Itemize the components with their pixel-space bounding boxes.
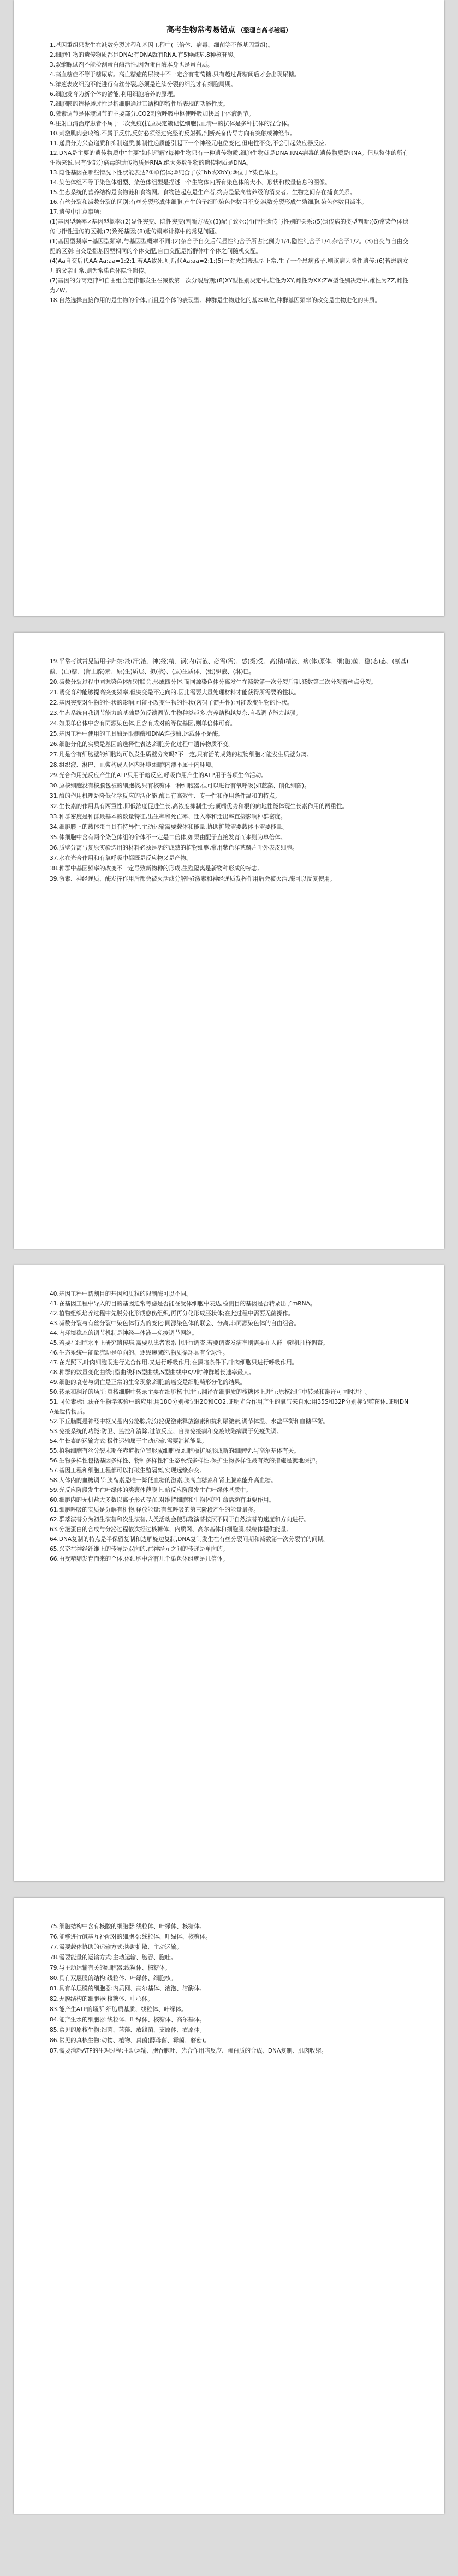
paragraph: 58.人体内的血糖调节:胰岛素是唯一降低血糖的激素,胰高血糖素和肾上腺素能升高血糖。 xyxy=(50,1477,277,1484)
page-4-body xyxy=(50,1922,408,2056)
paragraph: 37.水在光合作用和有氧呼吸中都既是反应物又是产物。 xyxy=(50,855,192,862)
paragraph: 33.种群密度是种群最基本的数量特征,出生率和死亡率、迁入率和迁出率直接影响种群密度。 xyxy=(50,814,287,820)
document-title-text: 高考生物常考易错点 xyxy=(166,26,235,34)
paragraph: 29.光合作用光反应产生的ATP只用于暗反应,呼吸作用产生的ATP用于各项生命活动。 xyxy=(50,772,267,779)
document-title xyxy=(50,24,408,35)
paragraph: 60.细胞内的无机盐大多数以离子形式存在,对维持细胞和生物体的生命活动有重要作用。 xyxy=(50,1497,275,1503)
paragraph: 85.常见的原核生物:细菌、蓝藻、放线菌、支原体、衣原体。 xyxy=(50,2027,206,2033)
paragraph: 35.体细胞中含有两个染色体组的个体不一定是二倍体,如果由配子直接发育而来则为单倍体。 xyxy=(50,834,287,841)
paragraph: 2.细胞生物的遗传物质都是DNA;有DNA就有RNA,有5种碱基,8种核苷酸。 xyxy=(50,52,239,58)
paragraph: 27.凡是含有细胞壁的细胞均可以发生质壁分离吗?不一定,只有活的成熟的植物细胞才能发生质壁分离。 xyxy=(50,751,313,758)
paragraph: 21.诱变育种能够提高突变频率,但突变是不定向的,因此需要大量处理材料才能获得所需要的性状。 xyxy=(50,689,300,696)
paragraph: 28.组织液、淋巴、血浆构成人体内环境;细胞内液不属于内环境。 xyxy=(50,762,217,768)
document-subtitle: （整理自高考秘籍） xyxy=(237,27,292,34)
paragraph: 50.转录和翻译的场所:真核细胞中转录主要在细胞核中进行,翻译在细胞质的核糖体上进行;原核细胞中转录和翻译可同时进行。 xyxy=(50,1389,371,1395)
paragraph: 44.内环境稳态的调节机制是神经—体液—免疫调节网络。 xyxy=(50,1330,198,1337)
paragraph: 62.群落演替分为初生演替和次生演替,人类活动会使群落演替按照不同于自然演替的速度和方向进行。 xyxy=(50,1516,310,1523)
paragraph: 25.基因工程中使用的工具酶是限制酶和DNA连接酶,运载体不是酶。 xyxy=(50,731,224,737)
paragraph: 9.注射血清治疗患者不属于二次免疫(抗原决定簇记忆细胞),血清中的抗体是多种抗体的混合体。 xyxy=(50,121,293,127)
paragraph: 14.染色体组不等于染色体组型、染色体组型是描述一个生物体内所有染色体的大小、形状和数量信息的图像。 xyxy=(50,179,331,186)
paragraph: 40.基因工程中切割目的基因和质粒的限制酶可以不同。 xyxy=(50,1291,192,1297)
paragraph: 24.如果单倍体中含有同源染色体,且含有成对的等位基因,则单倍体可育。 xyxy=(50,720,236,727)
paragraph: 19.平常考试常见错用字归纳:液(汗)液、神(经)精、锅(内)清液、必需(需)、感(摄)受、高(精)精液、病(体)原体、细(胞)菌、稳(态)态、(氨基)酸、(血)糖、(肾上腺)素、原(生)质层、拟(核)、(原)生质体、(组)织液、(淋)巴。 xyxy=(50,658,408,675)
paragraph: 65.兴奋在神经纤维上的传导是双向的,在神经元之间的传递是单向的。 xyxy=(50,1546,229,1552)
paragraph: 13.隐性基因在哪些情况下性状能表达?①单倍体;②纯合子(如bb或XbY);③位于Y染色体上。 xyxy=(50,170,282,176)
paragraph: 8.激素调节是体液调节的主要部分,CO2刺激呼吸中枢使呼吸加快属于体液调节。 xyxy=(50,111,254,117)
paragraph: 78.需要能量的运输方式:主动运输、胞吞、胞吐。 xyxy=(50,1954,177,1961)
paragraph: 45.若要在细胞水平上研究遗传病,需要从患者家系中进行调查,若要调查发病率则需要在人群中随机抽样调查。 xyxy=(50,1340,329,1346)
page-3-body xyxy=(50,1289,408,1564)
paragraph: 82.无膜结构的细胞器:核糖体、中心体。 xyxy=(50,1996,153,2002)
paragraph: 77.需要载体协助的运输方式:协助扩散、主动运输。 xyxy=(50,1944,182,1951)
paragraph: 31.酶的作用机理是降低化学反应的活化能,酶具有高效性、专一性和作用条件温和的特点。 xyxy=(50,793,281,799)
document-page-2 xyxy=(14,633,444,1249)
paragraph: 20.减数分裂过程中同源染色体配对联会,形成四分体,而同源染色体分离发生在减数第一次分裂后期,减数第二次分裂着丝点分裂。 xyxy=(50,679,377,685)
paragraph: 11.递质分为兴奋递质和抑制递质,抑制性递质能引起下一个神经元电位变化,但电性不变,不会引起效应器反应。 xyxy=(50,140,331,147)
paragraph: 18.自然选择直接作用的是生物的个体,而且是个体的表现型。种群是生物进化的基本单位,种群基因频率的改变是生物进化的实质。 xyxy=(50,297,381,304)
paragraph: 5.洋葱表皮细胞不能进行有丝分裂,必须是连续分裂的细胞才有细胞周期。 xyxy=(50,81,236,88)
paragraph: 86.常见的真核生物:动物、植物、真菌(酵母菌、霉菌、蘑菇)。 xyxy=(50,2037,210,2044)
paragraph: 61.细胞呼吸的实质是分解有机物,释放能量;有氧呼吸的第三阶段产生的能量最多。 xyxy=(50,1507,259,1513)
paragraph: 48.种群的数量变化曲线:J型曲线和S型曲线,S型曲线中K/2时种群增长速率最大。 xyxy=(50,1369,255,1376)
paragraph: 56.生物多样性包括基因多样性、物种多样性和生态系统多样性,保护生物多样性最有效的措施是就地保护。 xyxy=(50,1458,321,1464)
paragraph: 42.植物组织培养过程中先脱分化形成愈伤组织,再再分化形成胚状体;在此过程中需要无菌操作。 xyxy=(50,1310,294,1317)
paragraph: 84.能产生水的细胞器:线粒体、叶绿体、核糖体、高尔基体。 xyxy=(50,2017,206,2023)
document-page-4 xyxy=(14,1898,444,2514)
document-page-1 xyxy=(14,0,444,616)
paragraph: 54.生长素的运输方式:极性运输属于主动运输,需要消耗能量。 xyxy=(50,1438,207,1445)
paragraph: 47.在光照下,叶肉细胞既进行光合作用,又进行呼吸作用;在黑暗条件下,叶肉细胞只进行呼吸作用。 xyxy=(50,1359,298,1366)
paragraph: 51.同位素标记法在生物学实验中的应用:用18O分别标记H2O和CO2,证明光合作用产生的氧气来自水;用35S和32P分别标记噬菌体,证明DNA是遗传物质。 xyxy=(50,1399,408,1415)
paragraph: 6.细胞发育为新个体的潜能,利用细胞培养的原理。 xyxy=(50,91,179,98)
paragraph: 76.能够进行碱基互补配对的细胞器:线粒体、叶绿体、核糖体。 xyxy=(50,1934,211,1940)
paragraph: 36.质壁分离与复原实验选用的材料必须是活的成熟的植物细胞,常用紫色洋葱鳞片叶外表皮细胞。 xyxy=(50,845,298,851)
paragraph: 32.生长素的作用具有两重性,即低浓度促进生长,高浓度抑制生长;顶端优势和根的向地性能体现生长素作用的两重性。 xyxy=(50,803,348,810)
page-1-body xyxy=(50,40,408,305)
paragraph: 46.生态系统中能量流动是单向的、逐级递减的,物质循环具有全球性。 xyxy=(50,1350,229,1356)
paragraph: 63.分泌蛋白的合成与分泌过程依次经过核糖体、内质网、高尔基体和细胞膜,线粒体提供能量。 xyxy=(50,1526,292,1533)
paragraph: 34.细胞膜上的载体蛋白具有特异性,主动运输需要载体和能量,协助扩散需要载体不需要能量。 xyxy=(50,824,288,830)
paragraph: 22.基因突变对生物的性状的影响:可能不改变生物的性状(密码子简并性);可能改变生物的性状。 xyxy=(50,700,293,706)
paragraph: 1.基因重组只发生在减数分裂过程和基因工程中(三倍体、病毒、细菌等不能基因重组)。 xyxy=(50,42,274,49)
paragraph: (1)基因型频率=基因型频率,与基因型概率不同;(2)杂合子自交后代显性纯合子所占比例为1/4,隐性纯合子1/4,杂合子1/2。(3)自交与自由交配的区别:自交是指基因型相同的个体交配,自由交配是指群体中个体之间随机交配。 xyxy=(50,238,408,255)
paragraph: 53.免疫系统的功能:防卫、监控和清除,过敏反应、自身免疫病和免疫缺陷病属于免疫失调。 xyxy=(50,1428,283,1435)
paragraph: 43.减数分裂与有丝分裂中染色体行为的变化:同源染色体的联会、分离,非同源染色体的自由组合。 xyxy=(50,1320,300,1327)
paragraph: 17.遗传中注意事项: xyxy=(50,209,102,215)
paragraph: 52.下丘脑既是神经中枢又是内分泌腺,能分泌促激素释放激素和抗利尿激素,调节体温、水盐平衡和血糖平衡。 xyxy=(50,1418,329,1425)
paragraph: 26.细胞分化的实质是基因的选择性表达,细胞分化过程中遗传物质不变。 xyxy=(50,741,235,748)
paragraph: 57.基因工程和细胞工程都可以打破生殖隔离,实现远缘杂交。 xyxy=(50,1467,206,1474)
paragraph: (7)基因的分离定律和自由组合定律都发生在减数第一次分裂后期;(8)XY型性别决定中,雄性为XY,雌性为XX;ZW型性别决定中,雄性为ZZ,雌性为ZW。 xyxy=(50,278,408,294)
paragraph: 39.激素、神经递质、酶发挥作用后都会被灭活或分解吗?激素和神经递质发挥作用后会被灭活,酶可以反复使用。 xyxy=(50,876,336,882)
paragraph: 87.需要消耗ATP的生理过程:主动运输、胞吞胞吐、光合作用暗反应、蛋白质的合成、DNA复制、肌肉收缩。 xyxy=(50,2048,327,2054)
paragraph: (1)基因型频率≠基因型概率;(2)显性突变、隐性突变(判断方法);(3)配子致死;(4)伴性遗传与性别的关系;(5)遗传病的类型判断;(6)常染色体遗传与伴性遗传的区别;(7)致死基因;(8)遗传概率计算中的常见问题。 xyxy=(50,219,408,235)
page-2-body xyxy=(50,657,408,884)
paragraph: 12.DNA是主要的遗传物质中"主要"如何理解?每种生物只有一种遗传物质,细胞生物就是DNA,RNA病毒的遗传物质是RNA。但从整体的所有生物来说,只有少部分病毒的遗传物质是RNA,绝大多数生物的遗传物质是DNA。 xyxy=(50,150,408,166)
paragraph: 49.细胞的衰老与凋亡是正常的生命现象,细胞的癌变是细胞畸形分化的结果。 xyxy=(50,1379,246,1386)
paragraph: 4.高血糖症不等于糖尿病。高血糖症的尿液中不一定含有葡萄糖,只有超过肾糖阈后才会出现尿糖。 xyxy=(50,71,300,78)
paragraph: 55.植物细胞有丝分裂末期在赤道板位置形成细胞板,细胞板扩展形成新的细胞壁,与高尔基体有关。 xyxy=(50,1448,300,1454)
paragraph: 16.有丝分裂和减数分裂的区别:有丝分裂形成体细胞,产生的子细胞染色体数目不变;减数分裂形成生殖细胞,染色体数目减半。 xyxy=(50,199,367,206)
paragraph: 23.生态系统自我调节能力的基础是负反馈调节,生物种类越多,营养结构越复杂,自我调节能力越强。 xyxy=(50,710,302,717)
paragraph: 79.与主动运输有关的细胞器:线粒体、核糖体。 xyxy=(50,1965,171,1971)
paragraph: 66.由受精卵发育而来的个体,体细胞中含有几个染色体组就是几倍体。 xyxy=(50,1556,229,1562)
paragraph: 15.生态系统的营养结构是食物链和食物网。食物链起点是生产者,终点是最高营养级的消费者。生物之间存在捕食关系。 xyxy=(50,189,356,196)
paragraph: 75.细胞结构中含有核酸的细胞器:线粒体、叶绿体、核糖体。 xyxy=(50,1923,206,1930)
document-page-3 xyxy=(14,1265,444,1881)
paragraph: 64.DNA复制的特点是半保留复制和边解旋边复制,DNA复制发生在有丝分裂间期和减数第一次分裂前的间期。 xyxy=(50,1536,329,1543)
paragraph: 41.在基因工程中导入的目的基因通常考虑是否能在受体细胞中表达,检测目的基因是否转录出了mRNA。 xyxy=(50,1301,316,1307)
paragraph: 59.光反应阶段发生在叶绿体的类囊体薄膜上,暗反应阶段发生在叶绿体基质中。 xyxy=(50,1487,252,1494)
paragraph: 30.原核细胞没有核膜包被的细胞核,只有核糖体一种细胞器,但可以进行有氧呼吸(如蓝藻、硝化细菌)。 xyxy=(50,783,310,789)
paragraph: (4)Aa自交后代AA:Aa:aa=1:2:1,若AA致死,则后代Aa:aa=2:1;(5)一对夫妇表现型正常,生了一个患病孩子,则该病为隐性遗传;(6)若患病女儿的父亲正常,则为常染色体隐性遗传。 xyxy=(50,258,408,274)
paragraph: 81.具有单层膜的细胞器:内质网、高尔基体、液泡、溶酶体。 xyxy=(50,1985,206,1992)
paragraph: 7.细胞膜的选择透过性是指细胞通过其结构的特性所表现的功能性质。 xyxy=(50,101,229,107)
paragraph: 80.具有双层膜的结构:线粒体、叶绿体、细胞核。 xyxy=(50,1975,177,1982)
paragraph: 10.刺激肌肉会收缩,不属于反射,反射必须经过完整的反射弧,判断兴奋传导方向有突触或神经节。 xyxy=(50,130,296,137)
paragraph: 3.双缩脲试剂不能检测蛋白酶活性,因为蛋白酶本身也是蛋白质。 xyxy=(50,62,213,68)
paragraph: 83.能产生ATP的场所:细胞质基质、线粒体、叶绿体。 xyxy=(50,2006,187,2013)
paragraph: 38.种群中基因频率的改变不一定导致新物种的形成,生殖隔离是新物种形成的标志。 xyxy=(50,865,263,872)
